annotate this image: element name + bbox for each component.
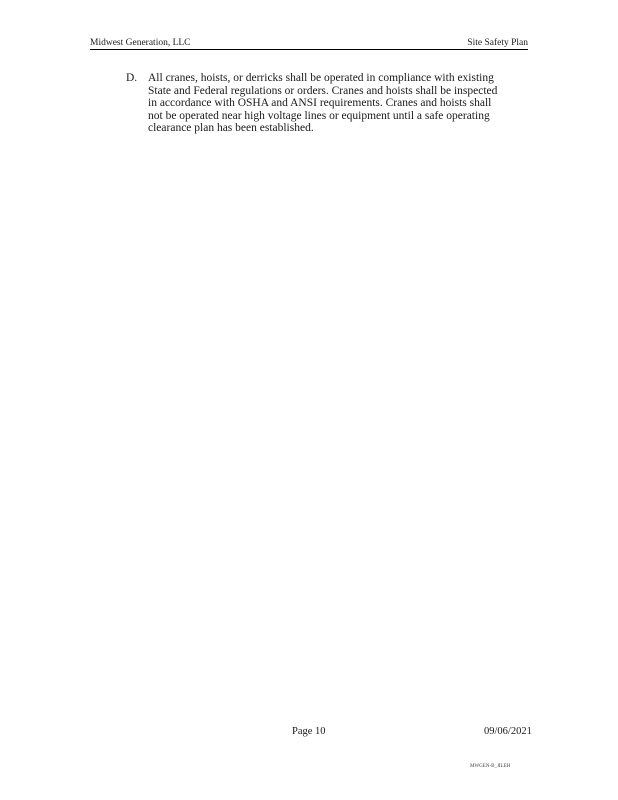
footer-date: 09/06/2021 (484, 726, 532, 737)
list-item-marker: D. (126, 72, 138, 84)
page-header (90, 37, 528, 50)
list-item-body (148, 72, 528, 135)
document-code: MWGEN-B_JILEH (470, 764, 511, 769)
company-name: Midwest Generation, LLC (90, 38, 191, 48)
body-text-line: in accordance with OSHA and ANSI requirements. Cranes and hoists shall (148, 97, 492, 109)
body-text-line: State and Federal regulations or orders. Cranes and hoists shall be inspected (148, 84, 498, 97)
document-title: Site Safety Plan (467, 38, 528, 48)
page-number: Page 10 (292, 726, 326, 737)
body-text-line: All cranes, hoists, or derricks shall be operated in compliance with existing (148, 72, 494, 84)
body-text-line: clearance plan has been established. (148, 122, 314, 134)
body-text-line: not be operated near high voltage lines or equipment until a safe operating (148, 109, 490, 122)
